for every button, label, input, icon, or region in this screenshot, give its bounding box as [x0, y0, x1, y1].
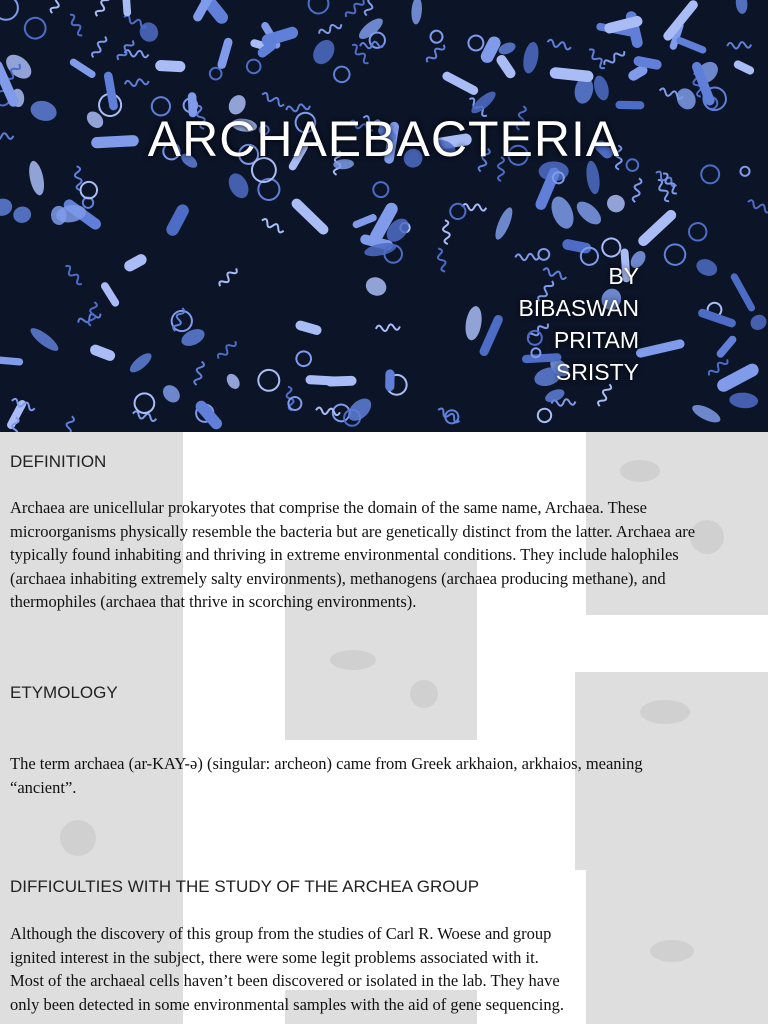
microbe-shape	[675, 36, 707, 55]
microbe-shape	[615, 101, 644, 110]
microbe-shape	[194, 361, 205, 386]
microbe-shape	[411, 0, 423, 25]
microbe-shape	[547, 193, 578, 232]
microbe-shape	[122, 252, 148, 273]
microbe-shape	[729, 392, 759, 410]
microbe-shape	[294, 349, 313, 368]
microbe-shape	[159, 382, 183, 406]
microbe-shape	[442, 220, 451, 245]
microbe-shape	[435, 248, 448, 273]
microbe-shape	[604, 192, 628, 216]
author-name: PRITAM	[553, 327, 639, 353]
microbe-shape	[385, 369, 395, 391]
microbe-shape	[635, 339, 685, 359]
microbe-shape	[747, 199, 768, 213]
difficulties-text: Although the discovery of this group from the studies of Carl R. Woese and group ignited interest in the subject, there were some legit problems associated with it. Most of the archaeal cells haven’t been discovered or isolated in the lab. They have only been detected in some environmental samples with the aid of gene sequencing.	[10, 924, 564, 1014]
microbe-shape	[88, 302, 97, 327]
microbe-shape	[21, 14, 49, 42]
microbe-shape	[0, 355, 23, 366]
decorative-blob	[620, 460, 660, 482]
microbe-shape	[100, 281, 121, 308]
decorative-blob	[60, 820, 96, 856]
microbe-shape	[91, 35, 108, 59]
microbe-shape	[333, 65, 351, 83]
author-name: SRISTY	[555, 359, 639, 385]
microbe-shape	[748, 312, 768, 334]
microbe-shape	[294, 319, 322, 336]
microbe-shape	[216, 37, 233, 70]
microbe-shape	[164, 202, 191, 238]
microbe-shape	[289, 197, 330, 237]
microbe-shape	[573, 197, 605, 228]
microbe-shape	[727, 41, 751, 49]
microbe-shape	[732, 59, 755, 76]
microbe-shape	[309, 36, 339, 68]
microbe-shape	[715, 361, 761, 394]
etymology-text: The term archaea (ar-KAY-ə) (singular: archeon) came from Greek arkhaion, arkhaios, meaning “ancient”.	[10, 754, 643, 797]
microbe-shape	[561, 238, 592, 254]
microbe-shape	[364, 0, 377, 16]
microbe-shape	[603, 49, 626, 68]
microbe-shape	[116, 39, 135, 62]
microbe-shape	[363, 274, 389, 299]
decorative-blob	[650, 940, 694, 962]
microbe-shape	[218, 266, 239, 288]
microbe-shape	[67, 13, 85, 37]
microbe-shape	[661, 241, 689, 269]
microbe-shape	[193, 398, 224, 431]
microbe-shape	[661, 0, 699, 42]
microbe-shape	[224, 371, 242, 391]
section-heading-difficulties: DIFFICULTIES WITH THE STUDY OF THE ARCHEA GROUP	[10, 877, 480, 896]
microbe-shape	[0, 197, 14, 218]
microbe-shape	[225, 170, 253, 201]
microbe-shape	[636, 208, 678, 249]
microbe-shape	[305, 0, 332, 17]
microbe-shape	[261, 218, 285, 234]
microbe-shape	[95, 0, 111, 18]
microbe-shape	[600, 236, 622, 258]
microbe-shape	[495, 53, 518, 80]
definition-text: Archaea are unicellular prokaryotes that comprise the domain of the same name, Archaea. These microorganisms physically resemble the bacteria but are genetically distinct from the latter. Archaea are typically found inhabiting and thriving in extreme environmental conditions. They include halophiles (archaea inhabiting extremely salty environments), methanogens (archaea producing methane), and thermophiles (archaea that thrive in scorching environments).	[10, 498, 696, 611]
microbe-shape	[179, 326, 207, 350]
microbe-shape	[694, 256, 720, 279]
microbe-shape	[632, 178, 642, 203]
microbe-shape	[216, 339, 237, 360]
microbe-shape	[521, 41, 541, 75]
microbe-shape	[12, 205, 33, 225]
microbe-shape	[429, 29, 444, 44]
microbe-shape	[103, 71, 118, 111]
microbe-shape	[245, 58, 261, 74]
microbe-shape	[360, 41, 384, 49]
microbe-shape	[63, 264, 84, 286]
microbe-shape	[68, 57, 97, 79]
microbe-shape	[344, 0, 365, 19]
microbe-shape	[689, 223, 707, 241]
microbe-shape	[549, 67, 594, 83]
microbe-shape	[352, 213, 378, 229]
microbe-shape	[376, 323, 400, 331]
microbe-shape	[441, 70, 480, 96]
microbe-shape	[655, 179, 672, 203]
microbe-shape	[316, 407, 340, 415]
page-title: ARCHAEBACTERIA	[147, 111, 621, 167]
microbe-shape	[27, 325, 61, 355]
section-heading-definition: DEFINITION	[10, 452, 107, 471]
microbe-shape	[63, 416, 75, 432]
microbe-shape	[690, 401, 723, 425]
microbe-shape	[155, 60, 186, 73]
byline-by: BY	[608, 263, 639, 289]
microbe-shape	[547, 39, 572, 50]
microbe-shape	[261, 92, 285, 107]
microbe-shape	[735, 0, 748, 14]
decorative-blob	[410, 680, 438, 708]
cover-image	[0, 0, 768, 432]
microbe-shape	[715, 334, 738, 359]
microbe-shape	[121, 0, 131, 17]
microbe-shape	[370, 179, 391, 200]
author-name: BIBASWAN	[518, 295, 639, 321]
microbe-shape	[478, 314, 504, 358]
microbe-shape	[49, 0, 64, 14]
microbe-shape	[356, 15, 386, 43]
microbe-shape	[592, 74, 612, 102]
microbe-shape	[587, 48, 607, 70]
microbe-shape	[124, 78, 149, 87]
microbe-shape	[209, 67, 222, 80]
decorative-blob	[330, 650, 376, 670]
microbe-shape	[466, 33, 486, 53]
microbe-shape	[673, 85, 699, 113]
microbe-shape	[537, 408, 552, 423]
microbe-shape	[124, 50, 148, 58]
decorative-blob	[640, 700, 690, 724]
microbe-shape	[318, 22, 342, 37]
microbe-shape	[425, 43, 446, 65]
author-byline	[518, 260, 639, 388]
microbe-shape	[254, 365, 284, 395]
section-heading-etymology: ETYMOLOGY	[10, 683, 118, 702]
microbe-shape	[127, 350, 155, 376]
microbe-shape	[492, 205, 516, 241]
microbe-shape	[697, 308, 737, 329]
microbe-shape	[463, 305, 484, 341]
microbe-pattern	[0, 0, 768, 432]
microbe-shape	[0, 0, 18, 20]
microbe-shape	[707, 357, 729, 378]
microbe-shape	[88, 343, 116, 362]
microbe-shape	[729, 272, 756, 313]
